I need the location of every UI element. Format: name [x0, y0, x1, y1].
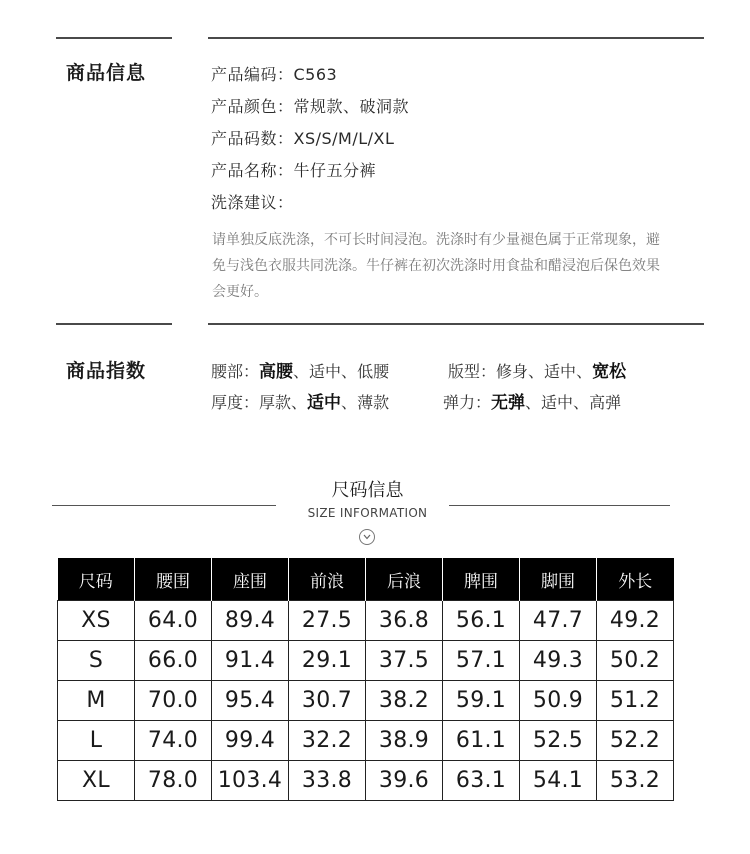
table-cell: 27.5 — [289, 601, 366, 641]
size-table — [57, 558, 674, 801]
table-cell: M — [58, 681, 135, 721]
table-row — [58, 721, 674, 761]
header-cell: 座围 — [212, 558, 289, 601]
index-option: 适中 — [544, 362, 577, 381]
product-color: 产品颜色：常规款、破洞款 — [211, 97, 410, 116]
table-cell: 57.1 — [443, 641, 520, 681]
table-cell: XL — [58, 761, 135, 801]
table-cell: 66.0 — [135, 641, 212, 681]
table-cell: 74.0 — [135, 721, 212, 761]
table-cell: 56.1 — [443, 601, 520, 641]
index-thickness — [211, 388, 389, 413]
product-code: 产品编码：C563 — [211, 65, 338, 84]
product-sizes: 产品码数：XS/S/M/L/XL — [211, 129, 395, 148]
table-cell: 99.4 — [212, 721, 289, 761]
index-separator: 、 — [576, 362, 593, 381]
wash-label: 洗涤建议： — [211, 193, 294, 212]
table-cell: 64.0 — [135, 601, 212, 641]
table-cell: 49.2 — [597, 601, 674, 641]
header-cell: 脾围 — [443, 558, 520, 601]
table-cell: 89.4 — [212, 601, 289, 641]
table-cell: 91.4 — [212, 641, 289, 681]
product-index-title: 商品指数 — [66, 360, 147, 382]
table-cell: 70.0 — [135, 681, 212, 721]
table-row — [58, 641, 674, 681]
size-info-title: 尺码信息 — [331, 480, 404, 501]
table-row — [58, 761, 674, 801]
header-cell: 前浪 — [289, 558, 366, 601]
index-label: 厚度： — [211, 393, 260, 412]
index-option: 薄款 — [357, 393, 390, 412]
divider-right-mid — [208, 323, 704, 325]
index-option: 适中 — [307, 393, 342, 413]
index-separator: 、 — [525, 393, 542, 412]
index-option: 宽松 — [592, 362, 627, 382]
product-name: 产品名称：牛仔五分裤 — [211, 161, 377, 180]
index-option: 适中 — [541, 393, 574, 412]
table-cell: 50.9 — [520, 681, 597, 721]
table-cell: 50.2 — [597, 641, 674, 681]
table-cell: 30.7 — [289, 681, 366, 721]
size-info-subtitle: SIZE INFORMATION — [307, 506, 428, 520]
table-cell: 29.1 — [289, 641, 366, 681]
divider-left-mid — [56, 323, 172, 325]
table-cell: 52.5 — [520, 721, 597, 761]
table-row — [58, 681, 674, 721]
index-option: 修身 — [496, 362, 529, 381]
index-label: 版型： — [448, 362, 497, 381]
table-cell: 47.7 — [520, 601, 597, 641]
table-cell: 32.2 — [289, 721, 366, 761]
index-separator: 、 — [291, 393, 308, 412]
table-cell: 33.8 — [289, 761, 366, 801]
table-cell: XS — [58, 601, 135, 641]
index-separator: 、 — [341, 362, 358, 381]
index-option: 高弹 — [589, 393, 622, 412]
table-cell: 39.6 — [366, 761, 443, 801]
header-cell: 脚围 — [520, 558, 597, 601]
index-option: 高腰 — [259, 362, 294, 382]
index-separator: 、 — [341, 393, 358, 412]
table-cell: 36.8 — [366, 601, 443, 641]
table-cell: 95.4 — [212, 681, 289, 721]
table-cell: 61.1 — [443, 721, 520, 761]
table-cell: 78.0 — [135, 761, 212, 801]
index-elasticity — [443, 388, 621, 413]
product-info-title: 商品信息 — [66, 62, 147, 84]
table-cell: 63.1 — [443, 761, 520, 801]
index-separator: 、 — [528, 362, 545, 381]
index-waist — [211, 357, 389, 382]
table-cell: S — [58, 641, 135, 681]
index-option: 厚款 — [259, 393, 292, 412]
index-separator: 、 — [293, 362, 310, 381]
header-cell: 后浪 — [366, 558, 443, 601]
chevron-down-circle-icon — [359, 529, 375, 545]
table-cell: 54.1 — [520, 761, 597, 801]
table-cell: 53.2 — [597, 761, 674, 801]
index-label: 弹力： — [443, 393, 492, 412]
index-option: 适中 — [309, 362, 342, 381]
index-label: 腰部： — [211, 362, 260, 381]
index-option: 无弹 — [491, 393, 526, 413]
table-cell: L — [58, 721, 135, 761]
table-cell: 38.2 — [366, 681, 443, 721]
table-cell: 38.9 — [366, 721, 443, 761]
index-separator: 、 — [573, 393, 590, 412]
table-cell: 49.3 — [520, 641, 597, 681]
table-row — [58, 601, 674, 641]
table-cell: 51.2 — [597, 681, 674, 721]
header-cell: 尺码 — [58, 558, 135, 601]
table-cell: 103.4 — [212, 761, 289, 801]
header-cell: 外长 — [597, 558, 674, 601]
table-cell: 59.1 — [443, 681, 520, 721]
index-fit — [448, 357, 626, 382]
wash-note: 请单独反底洗涤，不可长时间浸泡。洗涤时有少量褪色属于正常现象，避免与浅色衣服共同洗涤。牛仔裤在初次洗涤时用食盐和醋浸泡后保色效果会更好。 — [212, 232, 660, 300]
table-cell: 37.5 — [366, 641, 443, 681]
header-cell: 腰围 — [135, 558, 212, 601]
divider-left-top — [56, 37, 172, 39]
divider-right-top — [208, 37, 704, 39]
table-cell: 52.2 — [597, 721, 674, 761]
size-table-header-row — [58, 558, 674, 601]
index-option: 低腰 — [357, 362, 390, 381]
